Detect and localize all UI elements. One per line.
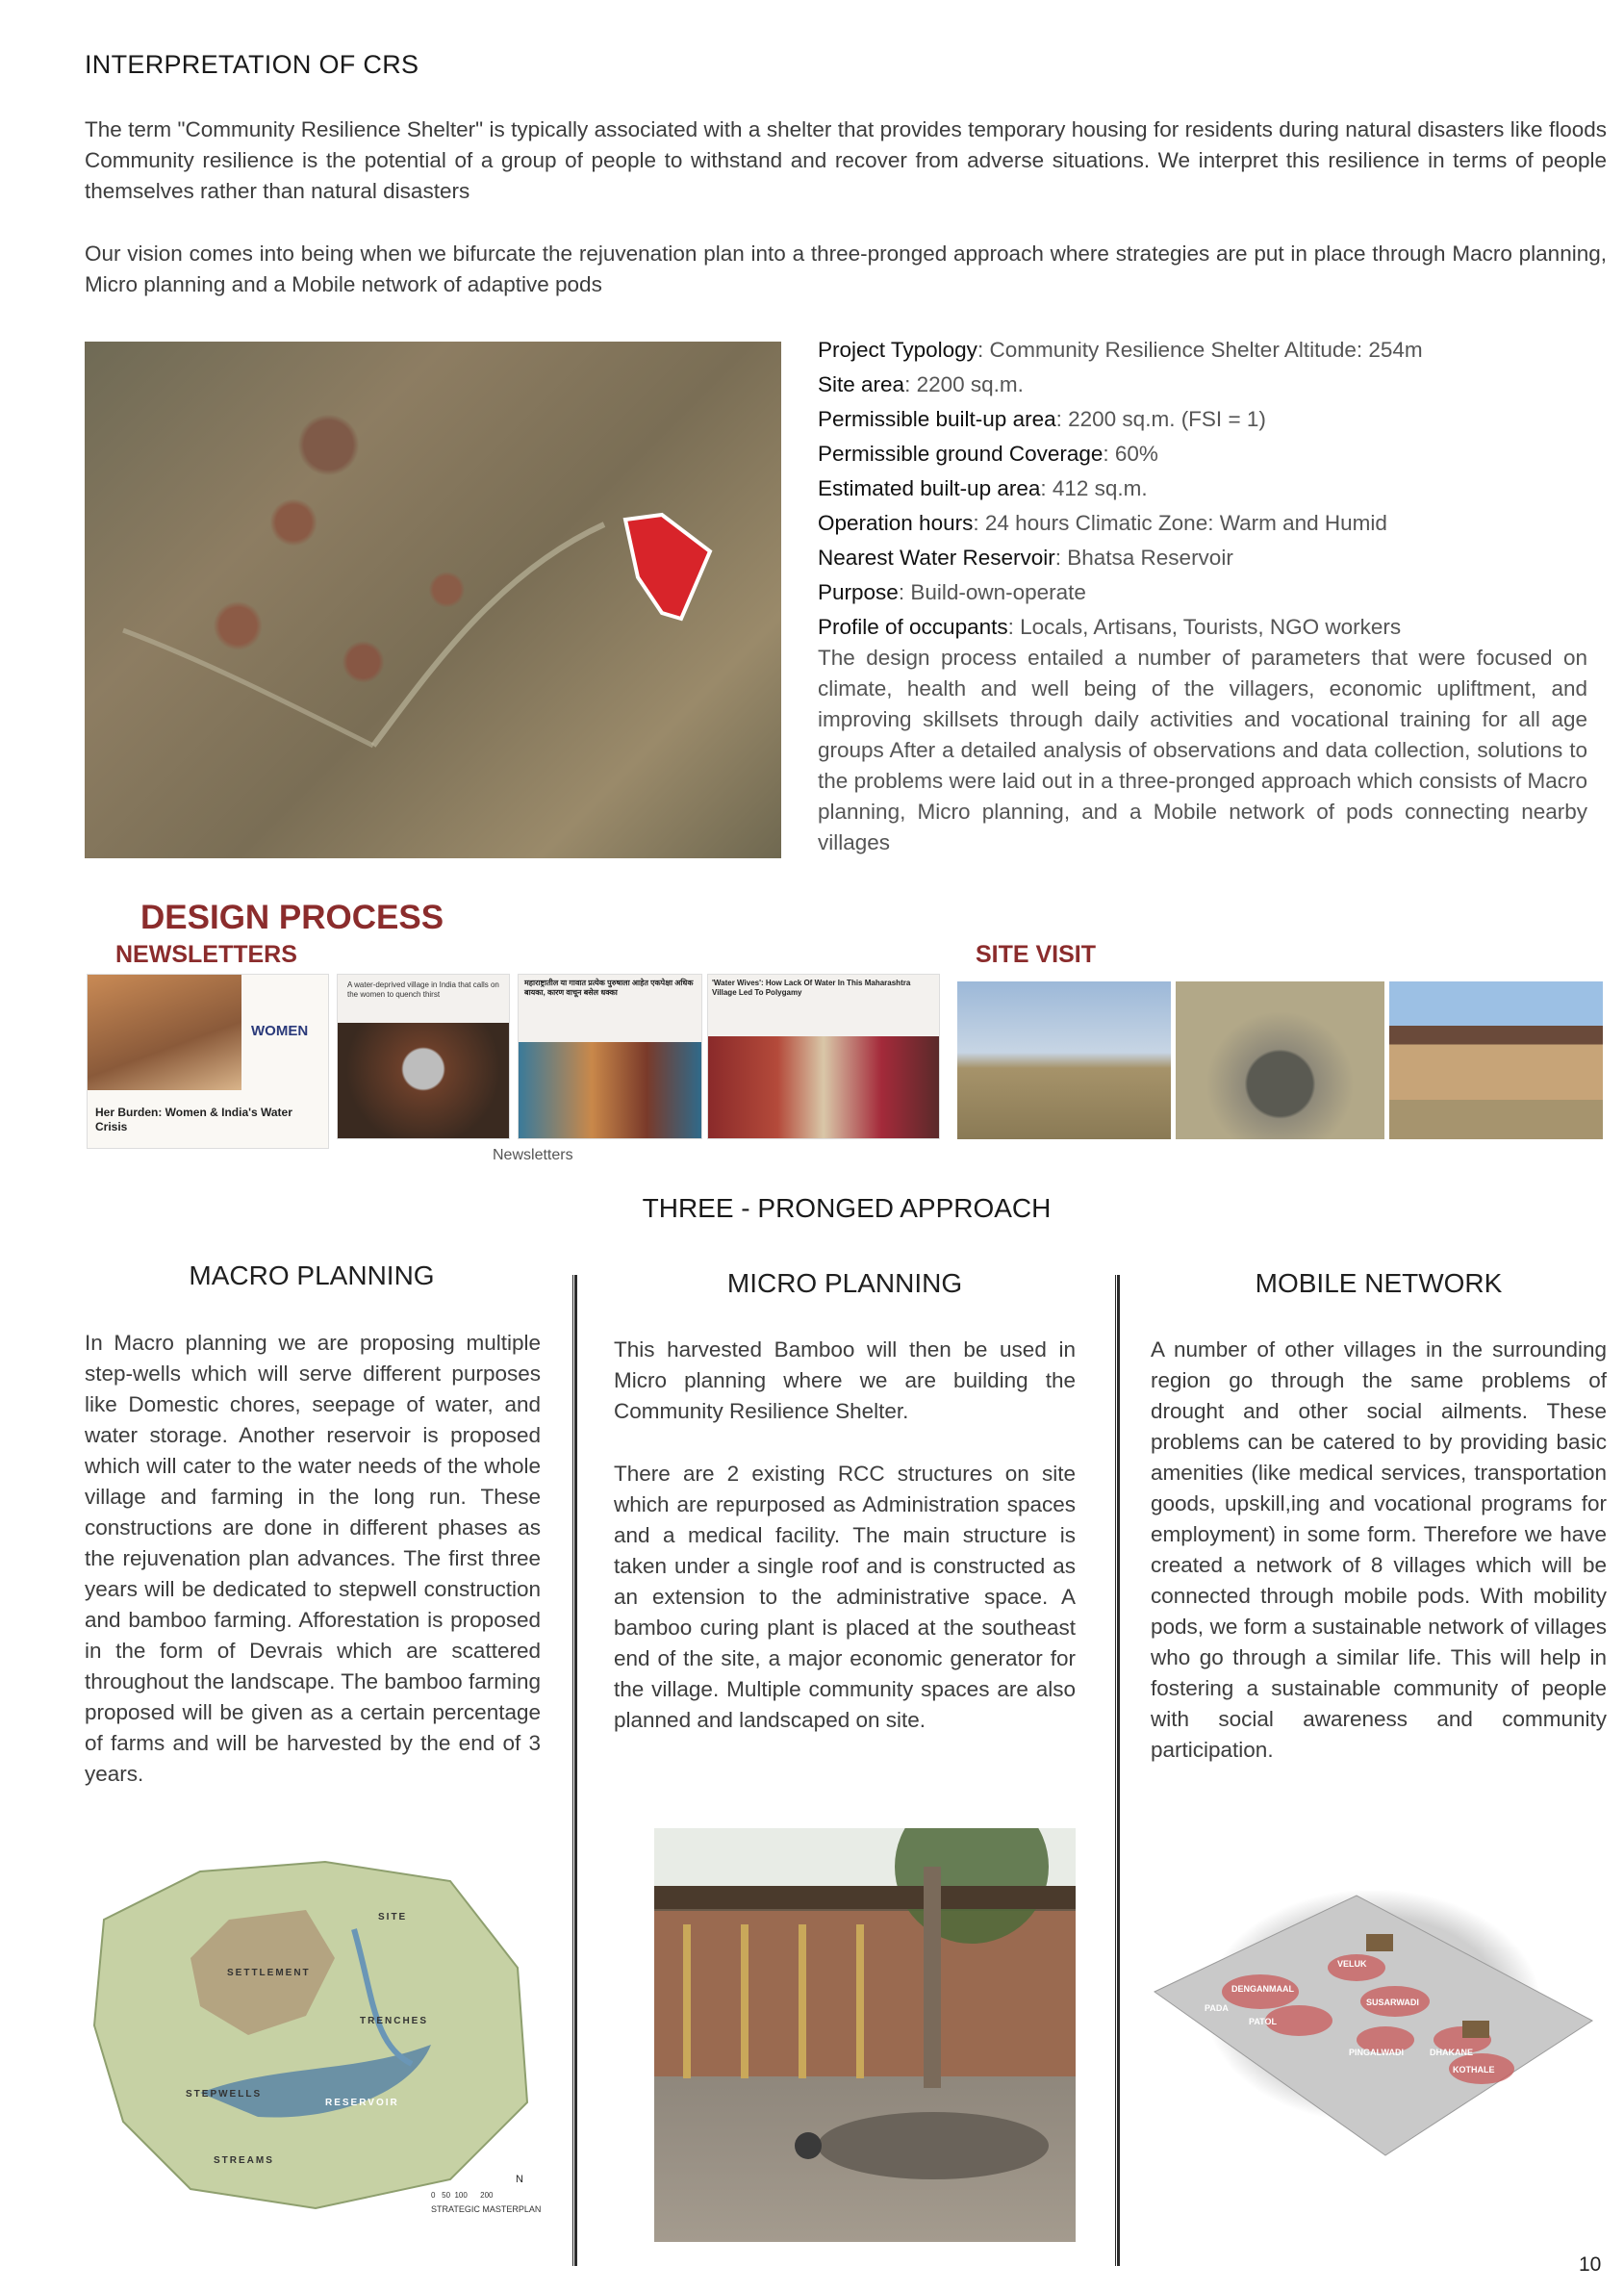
network-drawing — [1145, 1876, 1602, 2165]
newsletter-card — [518, 974, 702, 1139]
site-visit-photo — [1389, 981, 1603, 1139]
newsletter-card — [87, 974, 329, 1149]
village-label: VELUK — [1337, 1959, 1367, 1969]
village-label: SUSARWADI — [1366, 1998, 1419, 2007]
newsletter-headline: Her Burden: Women & India's Water Crisis — [95, 1106, 292, 1133]
strategic-masterplan-map — [85, 1852, 542, 2223]
interpretation-paragraph-1: The term "Community Resilience Shelter" is typically associated with a shelter that provides temporary housing for residents during natural disasters like floods Community resilience is the potential of a group of people to withstand and recover from adverse situations. We interpret this resilience in terms of people themselves rather than natural disasters — [85, 117, 1607, 203]
approach-title: THREE - PRONGED APPROACH — [642, 1193, 1052, 1223]
shelter-render-image — [654, 1828, 1076, 2242]
micro-planning-title: MICRO PLANNING — [726, 1268, 963, 1298]
newsletters-label: NEWSLETTERS — [115, 941, 297, 968]
village-label: DHAKANE — [1430, 2048, 1473, 2057]
page-number: 10 — [1579, 2253, 1602, 2276]
spec-row: Permissible built-up area: 2200 sq.m. (FSI = 1) — [818, 407, 1266, 431]
masterplan-label: SITE — [378, 1912, 408, 1922]
newsletter-card — [707, 974, 940, 1139]
village-label: PINGALWADI — [1349, 2048, 1405, 2057]
spec-row: Project Typology: Community Resilience Shelter Altitude: 254m — [818, 338, 1423, 362]
masterplan-label: STEPWELLS — [186, 2089, 263, 2100]
north-arrow-icon: N — [516, 2174, 523, 2185]
site-visit-label: SITE VISIT — [976, 941, 1097, 968]
newsletter-card — [337, 974, 510, 1139]
macro-planning-title: MACRO PLANNING — [189, 1260, 435, 1290]
site-aerial-image — [85, 342, 781, 858]
project-specs — [818, 333, 1595, 645]
masterplan-label: SETTLEMENT — [227, 1968, 311, 1978]
newsletter-headline: A water-deprived village in India that calls on the women to quench thirst — [347, 980, 499, 999]
section-heading-interpretation: INTERPRETATION OF CRS — [85, 50, 419, 79]
column-divider — [1115, 1275, 1120, 2266]
spec-row: Estimated built-up area: 412 sq.m. — [818, 476, 1148, 500]
spec-row: Purpose: Build-own-operate — [818, 580, 1086, 604]
masterplan-caption: STRATEGIC MASTERPLAN — [431, 2204, 542, 2214]
masterplan-label: STREAMS — [214, 2155, 274, 2166]
newsletter-photo — [519, 1042, 701, 1138]
newsletter-photo — [338, 1023, 509, 1138]
newsletters-caption: Newsletters — [493, 1147, 573, 1163]
mobile-network-text: A number of other villages in the surrounding region go through the same problems of drought and other social ailments. These problems can be catered to by providing basic amenities (like medical services, transportation goods, upskill,ing and vocational programs for employment) in some form. Therefore we have created a network of 8 villages which will be connected through mobile pods. With mobility pods, we form a sustainable network of villages who go through a similar life. This will help in fostering a sustainable community of people with social awareness and community participation. — [1151, 1337, 1607, 1762]
village-label: KOTHALE — [1453, 2065, 1495, 2075]
spec-row: Site area: 2200 sq.m. — [818, 372, 1024, 396]
village-label: PATOL — [1249, 2017, 1277, 2026]
column-divider — [572, 1275, 577, 2266]
spec-row: Permissible ground Coverage: 60% — [818, 442, 1158, 466]
spec-row: Operation hours: 24 hours Climatic Zone: Warm and Humid — [818, 511, 1387, 535]
mobile-network-title: MOBILE NETWORK — [1255, 1268, 1503, 1298]
macro-planning-text: In Macro planning we are proposing multiple step-wells which will serve different purposes like Domestic chores, seepage of water, and water storage. Another reservoir is proposed which will cater to the water needs of the whole village and farming in the long run. These constructions are done in different phases as the rejuvenation plan advances. The first three years will be dedicated to stepwell construction and bamboo farming. Afforestation is proposed in the form of Devrais which are scattered throughout the landscape. The bamboo farming proposed will be given as a certain percentage of farms and will be harvested by the end of 3 years. — [85, 1331, 541, 1786]
design-description: The design process entailed a number of parameters that were focused on climate, health and well being of the villagers, economic upliftment, and improving skillsets through daily activities and vocational training for all age groups After a detailed analysis of observations and data collection, solutions to the problems were laid out in a three-pronged approach which consists of Macro planning, Micro planning, and a Mobile network of pods connecting nearby villages — [818, 646, 1587, 854]
masterplan-drawing — [85, 1852, 542, 2223]
interpretation-paragraph-2: Our vision comes into being when we bifurcate the rejuvenation plan into a three-pronged approach where strategies are put in place through Macro planning, Micro planning and a Mobile network of adaptive pods — [85, 242, 1607, 296]
village-label: DENGANMAAL — [1231, 1984, 1294, 1994]
site-visit-photo — [1176, 981, 1384, 1139]
newsletter-logo: WOMEN — [251, 1023, 309, 1039]
village-network-map — [1145, 1876, 1602, 2165]
micro-planning-text-1: This harvested Bamboo will then be used in Micro planning where we are building the Community Resilience Shelter. — [614, 1337, 1076, 1423]
masterplan-scale: 0 50 100 200 — [431, 2191, 494, 2200]
village-label: PADA — [1205, 2003, 1229, 2013]
site-outline-overlay — [85, 342, 781, 858]
masterplan-label: TRENCHES — [360, 2016, 429, 2026]
newsletter-photo — [88, 975, 241, 1090]
site-visit-photo — [957, 981, 1171, 1139]
spec-row: Nearest Water Reservoir: Bhatsa Reservoir — [818, 546, 1233, 570]
micro-planning-text-2: There are 2 existing RCC structures on site which are repurposed as Administration spaces and a medical facility. The main structure is taken under a single roof and is constructed as an extension to the administrative space. A bamboo curing plant is placed at the southeast end of the site, a major economic generator for the village. Multiple community spaces are also planned and landscaped on site. — [614, 1462, 1076, 1732]
design-process-title: DESIGN PROCESS — [140, 899, 444, 936]
spec-row: Profile of occupants: Locals, Artisans, Tourists, NGO workers — [818, 615, 1402, 639]
render-drawing — [654, 1828, 1076, 2242]
newsletter-photo — [708, 1036, 939, 1138]
newsletter-headline: 'Water Wives': How Lack Of Water In This Maharashtra Village Led To Polygamy — [712, 979, 911, 997]
newsletter-headline: महाराष्ट्रातील या गावात प्रत्येक पुरुषाला आहेत एकपेक्षा अधिक बायका, कारण वाचून बसेल धक्का — [524, 979, 694, 997]
masterplan-label: RESERVOIR — [325, 2098, 399, 2108]
